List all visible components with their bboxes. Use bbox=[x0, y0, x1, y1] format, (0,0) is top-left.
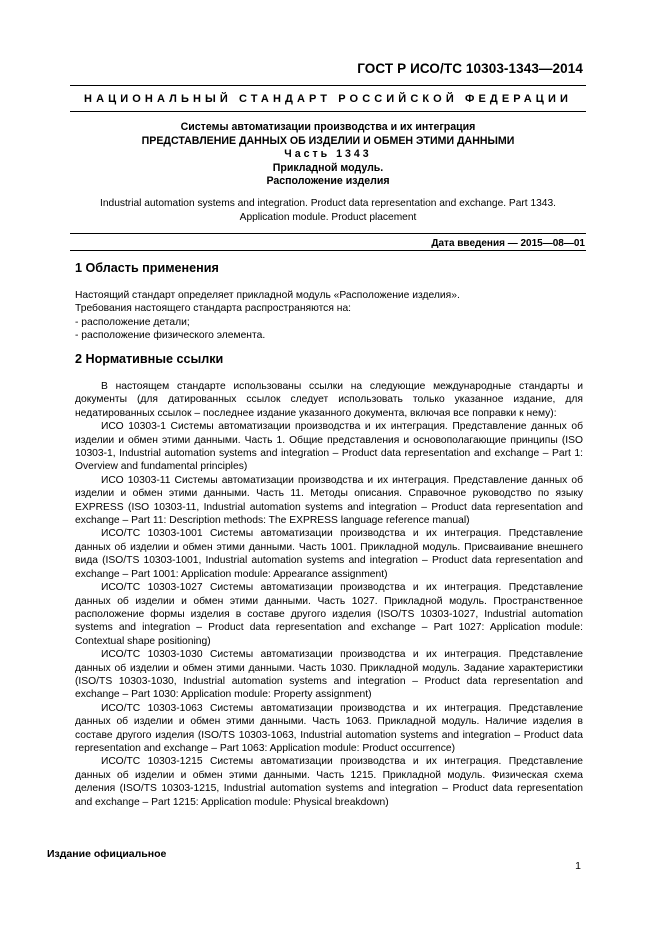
title-part: Часть 1343 bbox=[284, 148, 372, 161]
document-code: ГОСТ Р ИСО/ТС 10303-1343—2014 bbox=[357, 61, 583, 76]
section-2-heading: 2 Нормативные ссылки bbox=[75, 352, 224, 366]
section-2-intro: В настоящем стандарте использованы ссылки на следующие международные стандарты и документы (для датированных ссылок следует использовать только указанное издание, для недатированных ссылок – последнее издание указанного документа, включая все поправки к нему): bbox=[75, 381, 583, 419]
introduction-date: Дата введения — 2015—08—01 bbox=[431, 238, 585, 249]
section-1-body bbox=[75, 289, 583, 343]
banner-rule bbox=[70, 111, 586, 112]
edition-label: Издание официальное bbox=[47, 848, 167, 860]
title-line-2: ПРЕДСТАВЛЕНИЕ ДАННЫХ ОБ ИЗДЕЛИИ И ОБМЕН ЭТИМИ ДАННЫМИ bbox=[141, 134, 515, 147]
header-rule bbox=[70, 85, 586, 86]
section-1-heading: 1 Область применения bbox=[75, 261, 219, 275]
list-item: - расположение физического элемента. bbox=[75, 330, 266, 342]
english-title bbox=[70, 197, 586, 224]
date-rule bbox=[70, 250, 586, 251]
reference-item: ИСО/ТС 10303-1001 Системы автоматизации производства и их интеграция. Представление данных об изделии и обмен этими данными. Часть 1001. Прикладной модуль. Присваивание внешнего вида (ISO/TS 10303-1001, Industrial automation systems and integration – Product data representation and exchange – Part 1001: Application module: Appearance assignment) bbox=[75, 528, 583, 580]
section-1-paragraph-2: Требования настоящего стандарта распространяются на: bbox=[75, 303, 352, 315]
title-line-4: Прикладной модуль. bbox=[272, 161, 384, 174]
reference-item: ИСО/ТС 10303-1030 Системы автоматизации производства и их интеграция. Представление данных об изделии и обмен этими данными. Часть 1030. Прикладной модуль. Задание характеристики (ISO/TS 10303-1030, Industrial automation systems and integration – Product data representation and exchange – Part 1030: Application module: Property assignment) bbox=[75, 649, 583, 701]
english-title-line-1: Industrial automation systems and integration. Product data representation and exchange. Part 1343. bbox=[100, 198, 556, 209]
title-line-1: Системы автоматизации производства и их интеграция bbox=[180, 121, 476, 133]
page-number: 1 bbox=[575, 860, 581, 872]
national-standard-banner: НАЦИОНАЛЬНЫЙ СТАНДАРТ РОССИЙСКОЙ ФЕДЕРАЦИИ bbox=[84, 93, 572, 105]
title-line-5: Расположение изделия bbox=[266, 175, 390, 188]
title-rule bbox=[70, 233, 586, 234]
reference-item: ИСО 10303-1 Системы автоматизации производства и их интеграция. Представление данных об изделии и обмен этими данными. Часть 1. Общие представления и основополагающие принципы (ISO 10303-1, Industrial automation systems and integration – Product data representation and exchange – Part 1: Overview and fundamental principles) bbox=[75, 421, 583, 473]
english-title-line-2: Application module. Product placement bbox=[239, 211, 417, 223]
section-1-paragraph-1: Настоящий стандарт определяет прикладной модуль «Расположение изделия». bbox=[75, 290, 460, 301]
reference-item: ИСО/ТС 10303-1027 Системы автоматизации производства и их интеграция. Представление данных об изделии и обмен этими данными. Часть 1027. Прикладной модуль. Пространственное расположение формы изделия в составе другого изделия (ISO/TS 10303-1027, Industrial automation systems and integration – Product data representation and exchange – Part 1027: Application module: Contextual shape positioning) bbox=[75, 582, 583, 647]
section-2-body bbox=[75, 380, 583, 809]
title-block bbox=[70, 121, 586, 189]
list-item: - расположение детали; bbox=[75, 316, 190, 328]
reference-item: ИСО/ТС 10303-1215 Системы автоматизации производства и их интеграция. Представление данных об изделии и обмен этими данными. Часть 1215. Прикладной модуль. Физическая схема деления (ISO/TS 10303-1215, Industrial automation systems and integration – Product data representation and exchange – Part 1215: Application module: Physical breakdown) bbox=[75, 756, 583, 808]
reference-item: ИСО/ТС 10303-1063 Системы автоматизации производства и их интеграция. Представление данных об изделии и обмен этими данными. Часть 1063. Прикладной модуль. Наличие изделия в составе другого изделия (ISO/TS 10303-1063, Industrial automation systems and integration – Product data representation and exchange – Part 1063: Application module: Product occurrence) bbox=[75, 702, 583, 754]
reference-item: ИСО 10303-11 Системы автоматизации производства и их интеграция. Представление данных об изделии и обмен этими данными. Часть 11. Методы описания. Справочное руководство по языку EXPRESS (ISO 10303-11, Industrial automation systems and integration – Product data representation and exchange – Part 11: Description methods: The EXPRESS language reference manual) bbox=[75, 474, 583, 527]
